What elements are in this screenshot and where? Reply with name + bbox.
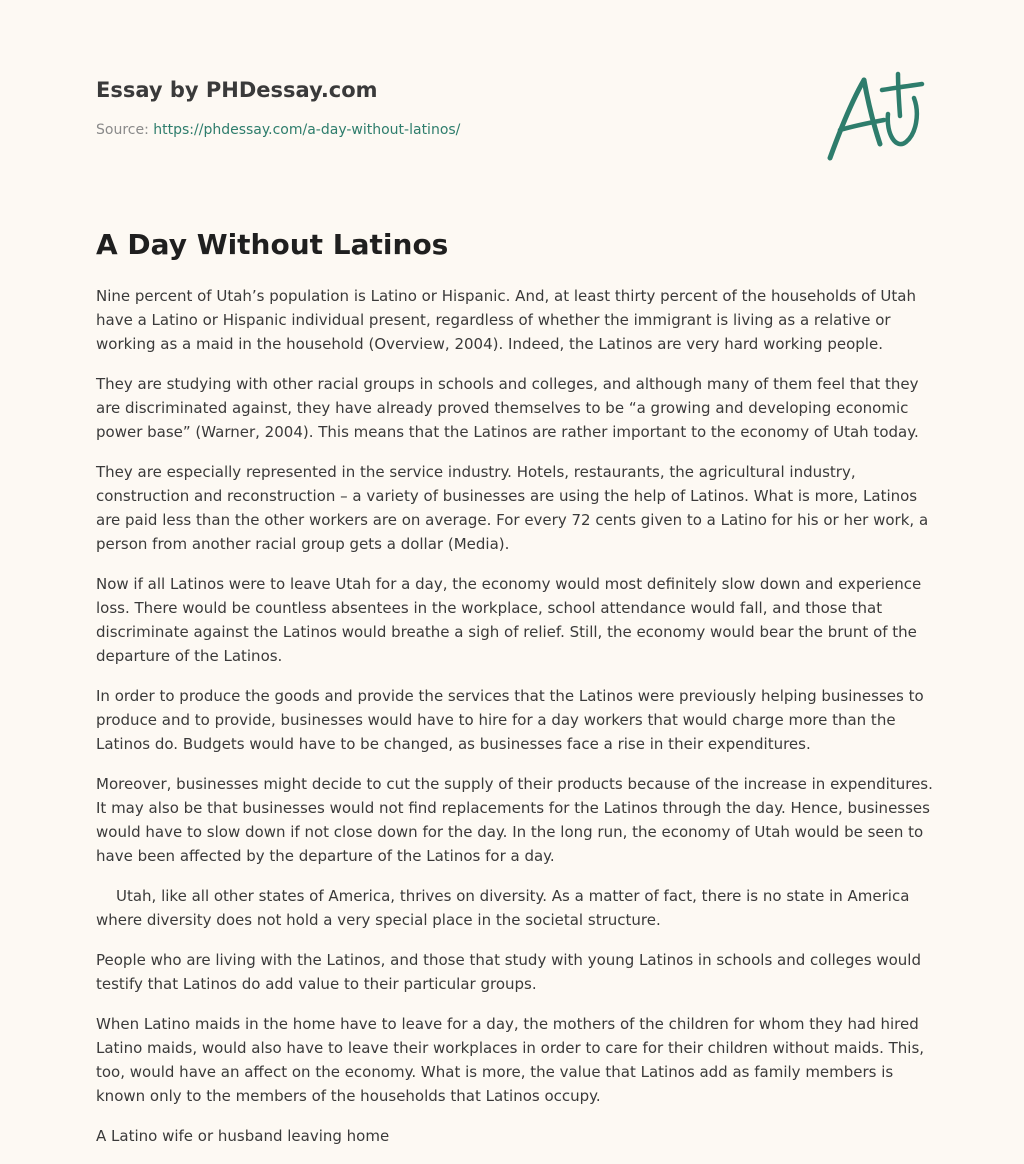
essay-paragraph: People who are living with the Latinos, and those that study with young Latinos in schools and colleges would testify that Latinos do add value to their particular groups. bbox=[96, 951, 921, 993]
source-label: Source: bbox=[96, 122, 149, 138]
essay-body bbox=[96, 284, 936, 1164]
site-header bbox=[96, 76, 696, 140]
essay-paragraph: They are studying with other racial groups in schools and colleges, and although many of them feel that they are discriminated against, they have already proved themselves to be “a growing and developing economic power base” (Warner, 2004). This means that the Latinos are rather important to the economy of Utah today. bbox=[96, 375, 919, 441]
source-line bbox=[96, 120, 696, 140]
essay-title: A Day Without Latinos bbox=[96, 228, 449, 261]
site-title: Essay by PHDessay.com bbox=[96, 78, 378, 102]
essay-paragraph: Now if all Latinos were to leave Utah for a day, the economy would most definitely slow down and experience loss. There would be countless absentees in the workplace, school attendance would fall, and those that discriminate against the Latinos would breathe a sigh of relief. Still, the economy would bear the brunt of the departure of the Latinos. bbox=[96, 575, 922, 665]
essay-paragraph: A Latino wife or husband leaving home bbox=[96, 1127, 390, 1145]
essay-paragraph: They are especially represented in the service industry. Hotels, restaurants, the agricultural industry, construction and reconstruction – a variety of businesses are using the help of Latinos. What is more, Latinos are paid less than the other workers are on average. For every 72 cents given to a Latino for his or her work, a person from another racial group gets a dollar (Media). bbox=[96, 463, 929, 553]
essay-paragraph: Utah, like all other states of America, thrives on diversity. As a matter of fact, there is no state in America where diversity does not hold a very special place in the societal structure. bbox=[96, 887, 910, 929]
source-link[interactable]: https://phdessay.com/a-day-without-latinos/ bbox=[153, 122, 461, 138]
a-plus-grade-logo-icon bbox=[822, 68, 926, 166]
essay-paragraph: In order to produce the goods and provide the services that the Latinos were previously helping businesses to produce and to provide, businesses would have to hire for a day workers that would charge more than the Latinos do. Budgets would have to be changed, as businesses face a rise in their expenditures. bbox=[96, 687, 924, 753]
essay-paragraph: Nine percent of Utah’s population is Latino or Hispanic. And, at least thirty percent of the households of Utah have a Latino or Hispanic individual present, regardless of whether the immigrant is living as a relative or working as a maid in the household (Overview, 2004). Indeed, the Latinos are very hard working people. bbox=[96, 287, 916, 353]
essay-paragraph: When Latino maids in the home have to leave for a day, the mothers of the children for whom they had hired Latino maids, would also have to leave their workplaces in order to care for their children without maids. This, too, would have an affect on the economy. What is more, the value that Latinos add as family members is known only to the members of the households that Latinos occupy. bbox=[96, 1015, 925, 1105]
essay-paragraph: Moreover, businesses might decide to cut the supply of their products because of the increase in expenditures. It may also be that businesses would not find replacements for the Latinos through the day. Hence, businesses would have to slow down if not close down for the day. In the long run, the economy of Utah would be seen to have been affected by the departure of the Latinos for a day. bbox=[96, 775, 933, 865]
